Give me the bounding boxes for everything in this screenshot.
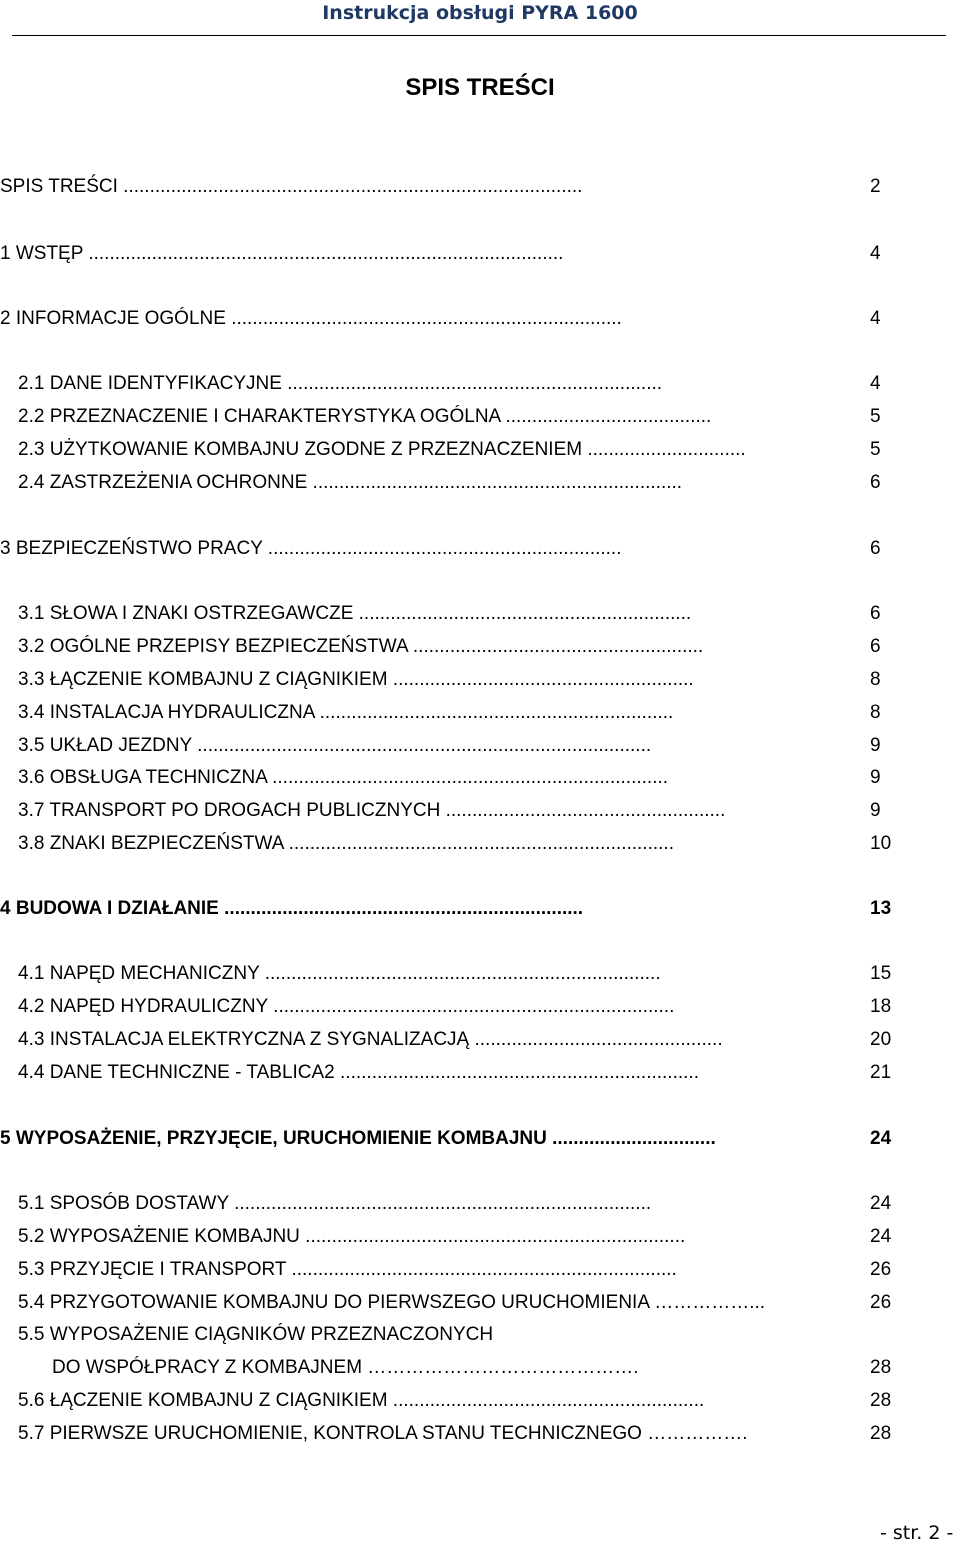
toc-entry-page: 4	[870, 373, 881, 394]
toc-entry-title: 3.7 TRANSPORT PO DROGACH PUBLICZNYCH .....................................................	[18, 800, 726, 821]
toc-entry-title: 4.2 NAPĘD HYDRAULICZNY ............................................................................	[18, 996, 675, 1017]
toc-entry[interactable]	[0, 1192, 960, 1216]
toc-entry-title: 2.3 UŻYTKOWANIE KOMBAJNU ZGODNE Z PRZEZNACZENIEM ..............................	[18, 439, 746, 460]
toc-entry-page: 6	[870, 603, 881, 624]
toc-entry-title: DO WSPÓŁPRACY Z KOMBAJNEM …………………………………….	[52, 1357, 639, 1378]
toc-entry-page: 18	[870, 996, 892, 1017]
toc-entry-title: 4.3 INSTALACJA ELEKTRYCZNA Z SYGNALIZACJĄ ...............................................	[18, 1029, 723, 1050]
toc-entry-title: 5 WYPOSAŻENIE, PRZYJĘCIE, URUCHOMIENIE KOMBAJNU ...............................	[0, 1128, 716, 1149]
toc-entry-title: 2.4 ZASTRZEŻENIA OCHRONNE ......................................................................	[18, 472, 683, 493]
toc-entry-page: 6	[870, 472, 881, 493]
toc-entry-title: 5.3 PRZYJĘCIE I TRANSPORT .........................................................................	[18, 1259, 677, 1280]
toc-entry-title: 3.1 SŁOWA I ZNAKI OSTRZEGAWCZE ...............................................................	[18, 603, 692, 624]
toc-entry-page: 6	[870, 636, 881, 657]
toc-entry-title: 3.8 ZNAKI BEZPIECZEŃSTWA .........................................................................	[18, 833, 674, 854]
toc-entry-page: 5	[870, 406, 881, 427]
toc-entry-title: 2.2 PRZEZNACZENIE I CHARAKTERYSTYKA OGÓLNA .......................................	[18, 406, 712, 427]
toc-entry[interactable]	[0, 799, 960, 823]
toc-entry-title: 3.4 INSTALACJA HYDRAULICZNA ...................................................................	[18, 702, 674, 723]
toc-entry-page: 26	[870, 1259, 892, 1280]
toc-entry-page: 6	[870, 538, 881, 559]
toc-entry-page: 13	[870, 898, 892, 919]
toc-entry[interactable]	[0, 438, 960, 462]
toc-entry-page: 9	[870, 735, 881, 756]
toc-entry-title: 2 INFORMACJE OGÓLNE ..........................................................................	[0, 308, 622, 329]
toc-entry-title: 5.2 WYPOSAŻENIE KOMBAJNU ........................................................................	[18, 1226, 686, 1247]
toc-entry-page: 10	[870, 833, 892, 854]
toc-entry-page: 21	[870, 1062, 892, 1083]
running-header: Instrukcja obsługi PYRA 1600	[322, 2, 638, 24]
toc-entry[interactable]	[0, 897, 960, 921]
toc-entry-title: 1 WSTĘP ..........................................................................................	[0, 243, 564, 264]
toc-entry-page: 4	[870, 243, 881, 264]
toc-entry[interactable]	[0, 1028, 960, 1052]
toc-entry-page: 4	[870, 308, 881, 329]
toc-entry[interactable]	[0, 1323, 960, 1347]
toc-entry-title: 5.4 PRZYGOTOWANIE KOMBAJNU DO PIERWSZEGO URUCHOMIENIA ……………...	[18, 1292, 766, 1313]
page-number: - str. 2 -	[880, 1522, 954, 1544]
toc-entry-title: SPIS TREŚCI .......................................................................................	[0, 176, 583, 197]
toc-entry-page: 9	[870, 767, 881, 788]
toc-entry-page: 2	[870, 176, 881, 197]
toc-entry-title: 4 BUDOWA I DZIAŁANIE ....................................................................	[0, 898, 584, 919]
toc-entry[interactable]	[0, 668, 960, 692]
toc-entry[interactable]	[0, 962, 960, 986]
toc-entry[interactable]	[0, 766, 960, 790]
toc-entry-page: 20	[870, 1029, 892, 1050]
toc-entry-title: 3.6 OBSŁUGA TECHNICZNA ...........................................................................	[18, 767, 669, 788]
toc-entry-page: 26	[870, 1292, 892, 1313]
toc-entry-page: 15	[870, 963, 892, 984]
toc-entry[interactable]	[0, 372, 960, 396]
toc-entry[interactable]	[0, 602, 960, 626]
toc-entry-page: 9	[870, 800, 881, 821]
toc-entry[interactable]	[0, 701, 960, 725]
toc-entry-title: 3.3 ŁĄCZENIE KOMBAJNU Z CIĄGNIKIEM .........................................................	[18, 669, 694, 690]
toc-entry[interactable]	[0, 734, 960, 758]
toc-entry[interactable]	[0, 995, 960, 1019]
toc-entry[interactable]	[0, 1389, 960, 1413]
toc-entry-page: 24	[870, 1193, 892, 1214]
toc-entry-page: 28	[870, 1423, 892, 1444]
toc-entry[interactable]	[0, 242, 960, 266]
toc-entry-title: 3 BEZPIECZEŃSTWO PRACY ...................................................................	[0, 538, 622, 559]
toc-entry-title: 5.6 ŁĄCZENIE KOMBAJNU Z CIĄGNIKIEM ...........................................................	[18, 1390, 705, 1411]
toc-entry[interactable]	[0, 1127, 960, 1151]
header-divider	[12, 35, 946, 36]
toc-entry[interactable]	[0, 537, 960, 561]
toc-entry[interactable]	[0, 471, 960, 495]
toc-entry[interactable]	[0, 1258, 960, 1282]
toc-entry[interactable]	[0, 1356, 960, 1380]
toc-entry[interactable]	[0, 175, 960, 199]
toc-entry-title: 4.4 DANE TECHNICZNE - TABLICA2 ....................................................................	[18, 1062, 699, 1083]
toc-entry-page: 28	[870, 1357, 892, 1378]
toc-entry-page: 24	[870, 1226, 892, 1247]
toc-entry[interactable]	[0, 1225, 960, 1249]
toc-entry-title: 5.7 PIERWSZE URUCHOMIENIE, KONTROLA STANU TECHNICZNEGO …………….	[18, 1423, 748, 1444]
page-title: SPIS TREŚCI	[405, 74, 555, 101]
toc-entry-page: 24	[870, 1128, 892, 1149]
toc-entry[interactable]	[0, 635, 960, 659]
toc-entry-title: 3.2 OGÓLNE PRZEPISY BEZPIECZEŃSTWA .......................................................	[18, 636, 704, 657]
toc-entry-page: 28	[870, 1390, 892, 1411]
toc-entry[interactable]	[0, 832, 960, 856]
toc-entry[interactable]	[0, 1422, 960, 1446]
toc-entry-page: 8	[870, 702, 881, 723]
toc-entry-title: 5.5 WYPOSAŻENIE CIĄGNIKÓW PRZEZNACZONYCH	[18, 1324, 494, 1345]
toc-entry[interactable]	[0, 1061, 960, 1085]
toc-entry-page: 8	[870, 669, 881, 690]
toc-entry-title: 5.1 SPOSÓB DOSTAWY ...............................................................................	[18, 1193, 652, 1214]
toc-entry-title: 3.5 UKŁAD JEZDNY ......................................................................................	[18, 735, 652, 756]
toc-entry-page: 5	[870, 439, 881, 460]
toc-entry[interactable]	[0, 1291, 960, 1315]
toc-entry[interactable]	[0, 405, 960, 429]
toc-entry-title: 4.1 NAPĘD MECHANICZNY ...........................................................................	[18, 963, 661, 984]
toc-entry[interactable]	[0, 307, 960, 331]
toc-entry-title: 2.1 DANE IDENTYFIKACYJNE .......................................................................	[18, 373, 663, 394]
